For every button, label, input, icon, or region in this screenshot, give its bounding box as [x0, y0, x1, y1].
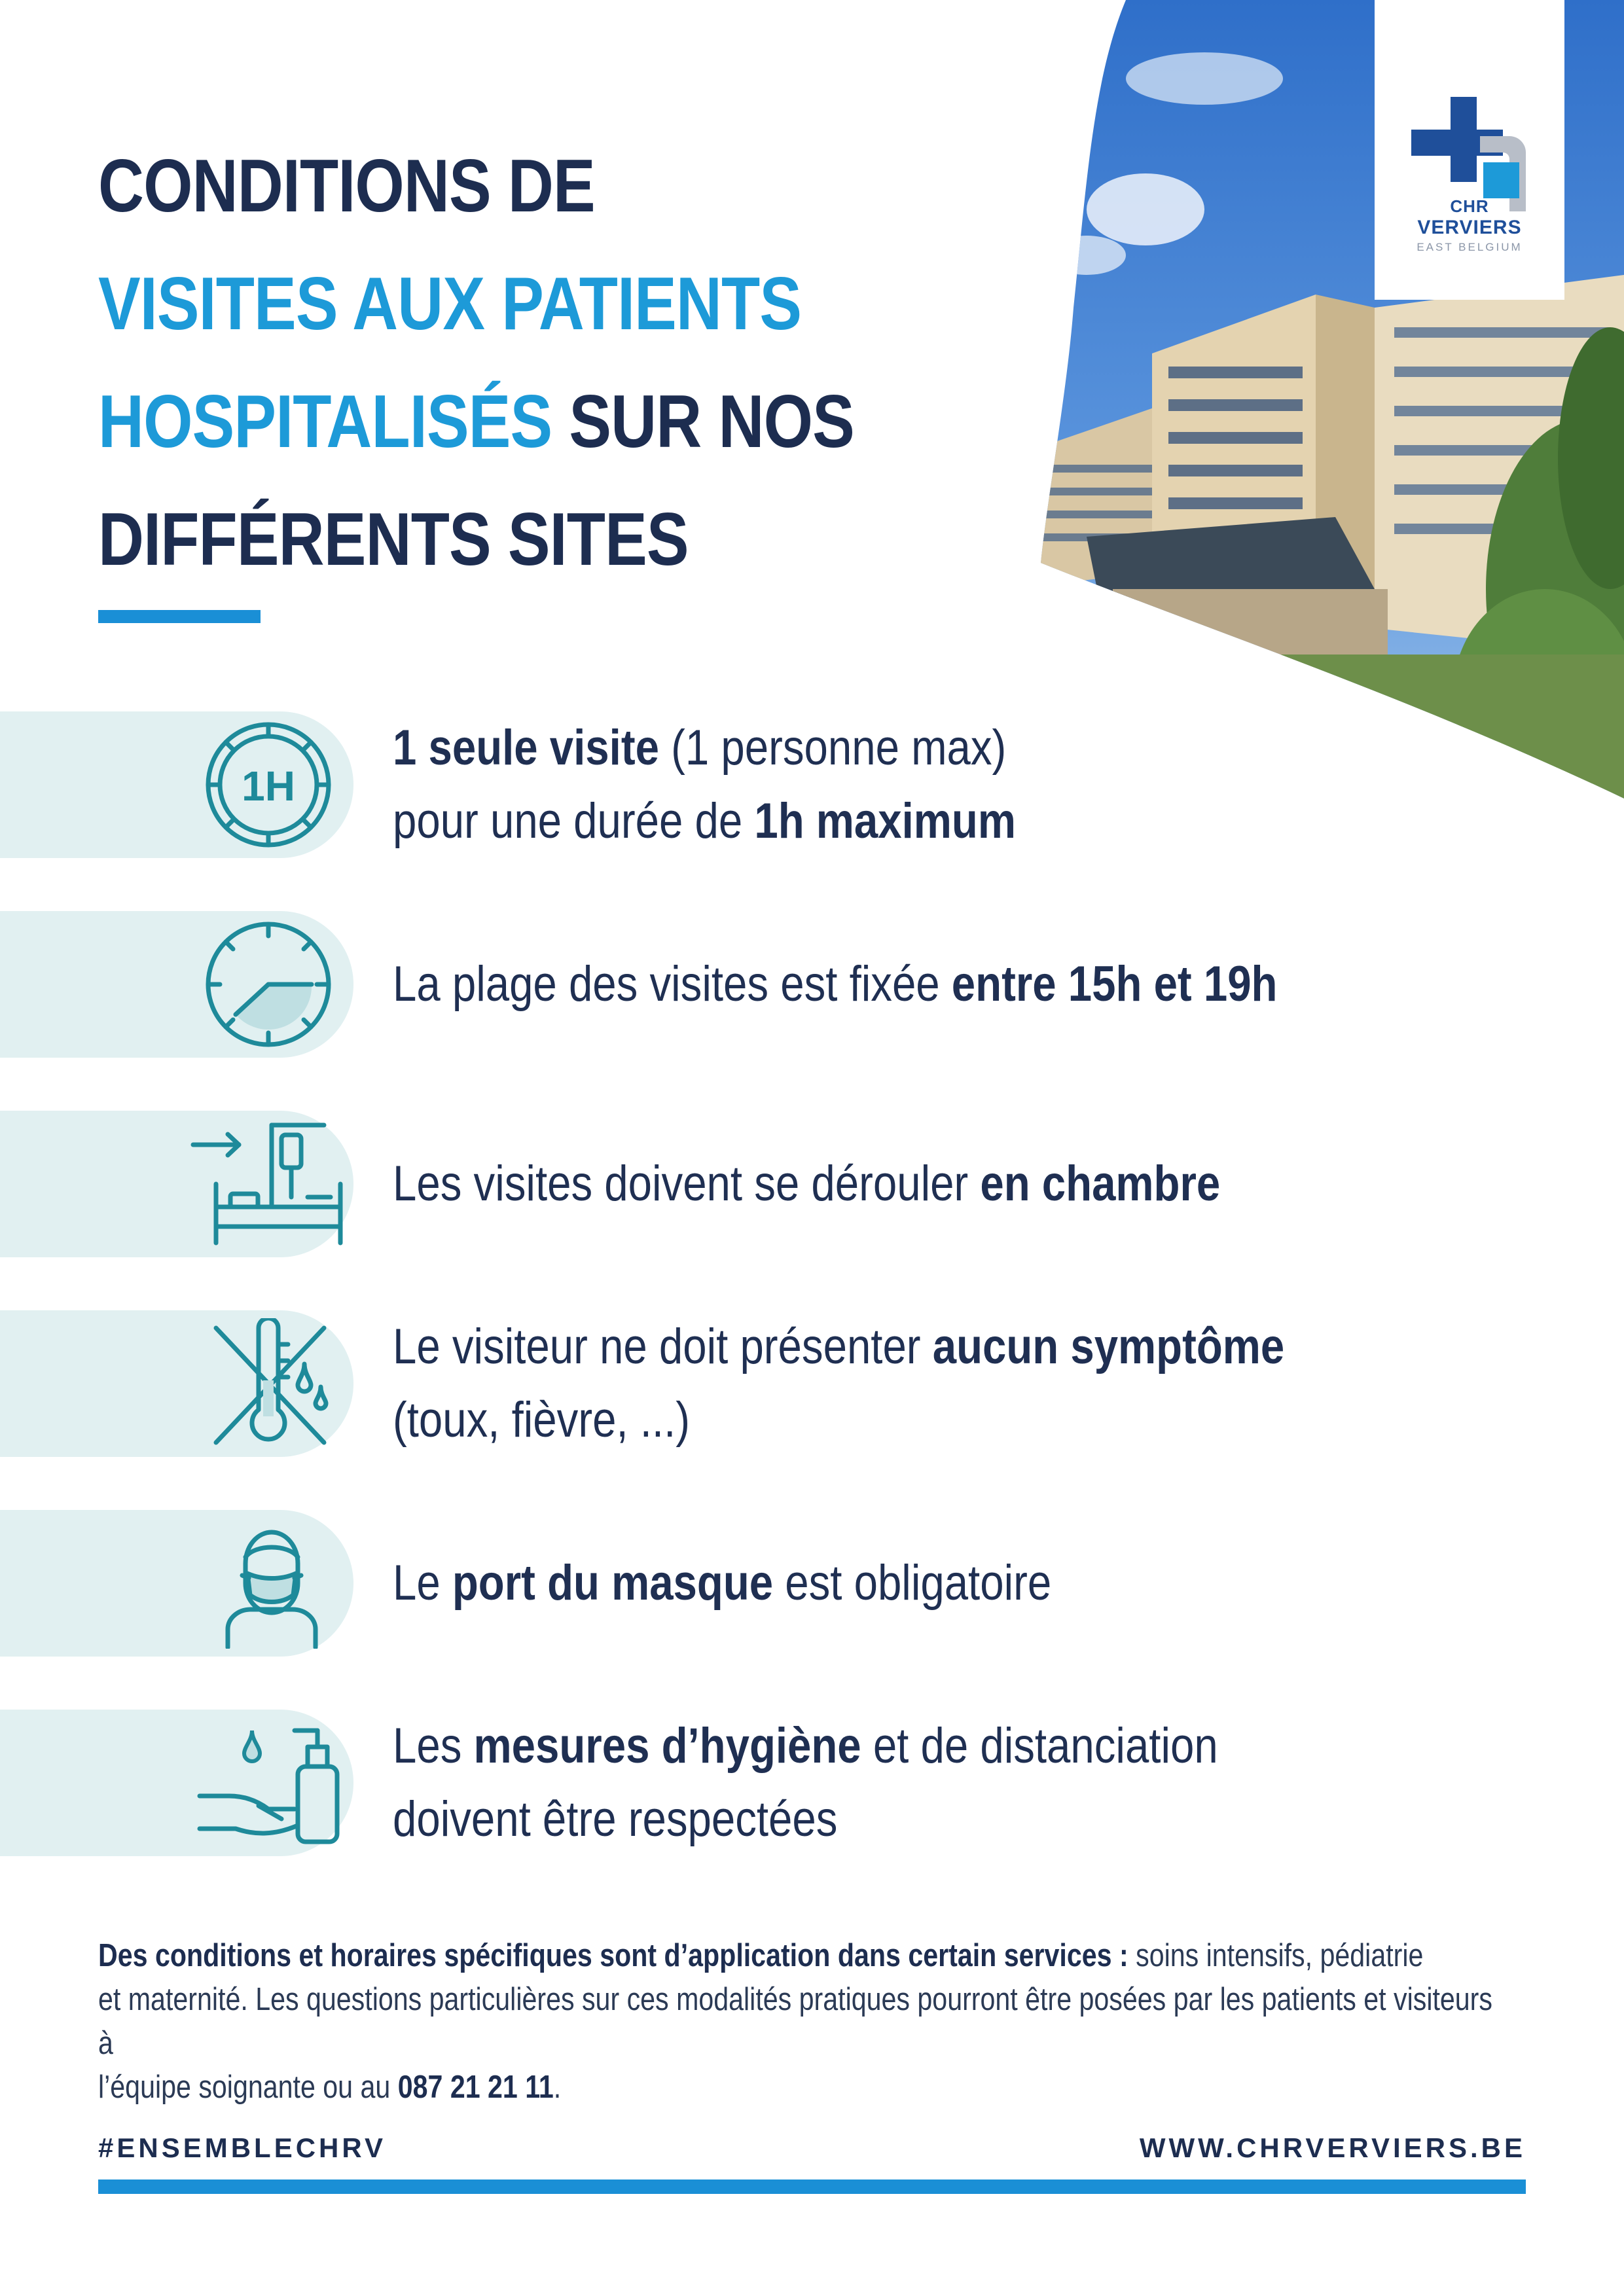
- condition-plain: La plage des visites est fixée: [393, 956, 952, 1012]
- condition-plain: Les visites doivent se dérouler: [393, 1156, 981, 1211]
- note-text: .: [553, 2070, 562, 2105]
- condition-text-visit-hours: [393, 948, 1350, 1021]
- phone-number: 087 21 21 11: [397, 2070, 554, 2105]
- condition-bold: 1 seule visite: [393, 720, 659, 776]
- title-line-3: [98, 363, 899, 481]
- condition-bold: mesures d’hygiène: [473, 1718, 861, 1774]
- logo-text-east-belgium: EAST BELGIUM: [1416, 241, 1523, 253]
- condition-text-in-room: [393, 1147, 1350, 1221]
- title-line-4: DIFFÉRENTS SITES: [98, 498, 689, 581]
- condition-row-in-room: [0, 1111, 1624, 1257]
- hashtag: #ENSEMBLECHRV: [98, 2132, 386, 2163]
- condition-line-1: [393, 711, 1350, 785]
- specific-conditions-note: [98, 1934, 1506, 2109]
- note-bold: Des conditions et horaires spécifiques sont d’application dans certain services :: [98, 1938, 1128, 1973]
- title-line-1: CONDITIONS DE: [98, 145, 595, 228]
- condition-line-1: [393, 1310, 1350, 1384]
- logo-text-chr: CHR: [1450, 196, 1489, 216]
- title-line-3-dark: SUR NOS: [552, 380, 854, 463]
- website-link[interactable]: WWW.CHRVERVIERS.BE: [1139, 2132, 1526, 2163]
- condition-bold: en chambre: [980, 1156, 1221, 1211]
- note-text: l’équipe soignante ou au: [98, 2070, 398, 2105]
- clock-time-range-icon: [190, 919, 347, 1050]
- note-line-2: et maternité. Les questions particulières sur ces modalités pratiques pourront être posées par les patients et visiteurs à: [98, 1982, 1492, 2061]
- clock-label: 1H: [242, 762, 295, 810]
- condition-bold: aucun symptôme: [932, 1319, 1285, 1374]
- condition-plain: Le visiteur ne doit présenter: [393, 1319, 933, 1374]
- page-title: [98, 128, 899, 599]
- condition-bold: 1h maximum: [754, 793, 1016, 849]
- condition-bold: port du masque: [452, 1555, 774, 1611]
- condition-line-2: doivent être respectées: [393, 1791, 838, 1847]
- condition-text-hygiene: [393, 1710, 1350, 1856]
- condition-row-visit-hours: [0, 911, 1624, 1058]
- chr-verviers-logo: [1375, 0, 1564, 300]
- note-text: soins intensifs, pédiatrie: [1128, 1938, 1424, 1973]
- hospital-bed-icon: [190, 1119, 347, 1249]
- condition-row-mask: [0, 1510, 1624, 1657]
- logo-text-verviers: VERVIERS: [1417, 217, 1522, 238]
- condition-plain: est obligatoire: [773, 1555, 1052, 1611]
- note-line-3: [98, 2066, 1506, 2109]
- condition-row-hygiene: [0, 1710, 1624, 1856]
- condition-text-no-symptom: [393, 1310, 1350, 1457]
- clock-1h-icon: [190, 719, 347, 850]
- condition-row-no-symptom: [0, 1310, 1624, 1457]
- footer-rule: [98, 2179, 1526, 2194]
- condition-text-mask: [393, 1547, 1350, 1620]
- condition-line-1: [393, 1710, 1350, 1783]
- title-line-3-blue: HOSPITALISÉS: [98, 380, 552, 463]
- condition-plain: (1 personne max): [659, 720, 1007, 776]
- no-fever-icon: [190, 1318, 347, 1449]
- title-underline: [98, 610, 261, 623]
- condition-plain: Les: [393, 1718, 474, 1774]
- condition-plain: pour une durée de: [393, 793, 755, 849]
- hand-sanitizer-icon: [190, 1717, 347, 1848]
- title-line-2: VISITES AUX PATIENTS: [98, 262, 802, 346]
- face-mask-icon: [190, 1518, 347, 1649]
- condition-line-2: [393, 785, 1350, 858]
- condition-line-2: (toux, fièvre, ...): [393, 1392, 691, 1448]
- condition-text-visit-count: [393, 711, 1350, 858]
- condition-row-visit-count: [0, 711, 1624, 858]
- condition-plain: et de distanciation: [861, 1718, 1218, 1774]
- note-line-1: [98, 1934, 1506, 1978]
- condition-plain: Le: [393, 1555, 452, 1611]
- condition-bold: entre 15h et 19h: [951, 956, 1278, 1012]
